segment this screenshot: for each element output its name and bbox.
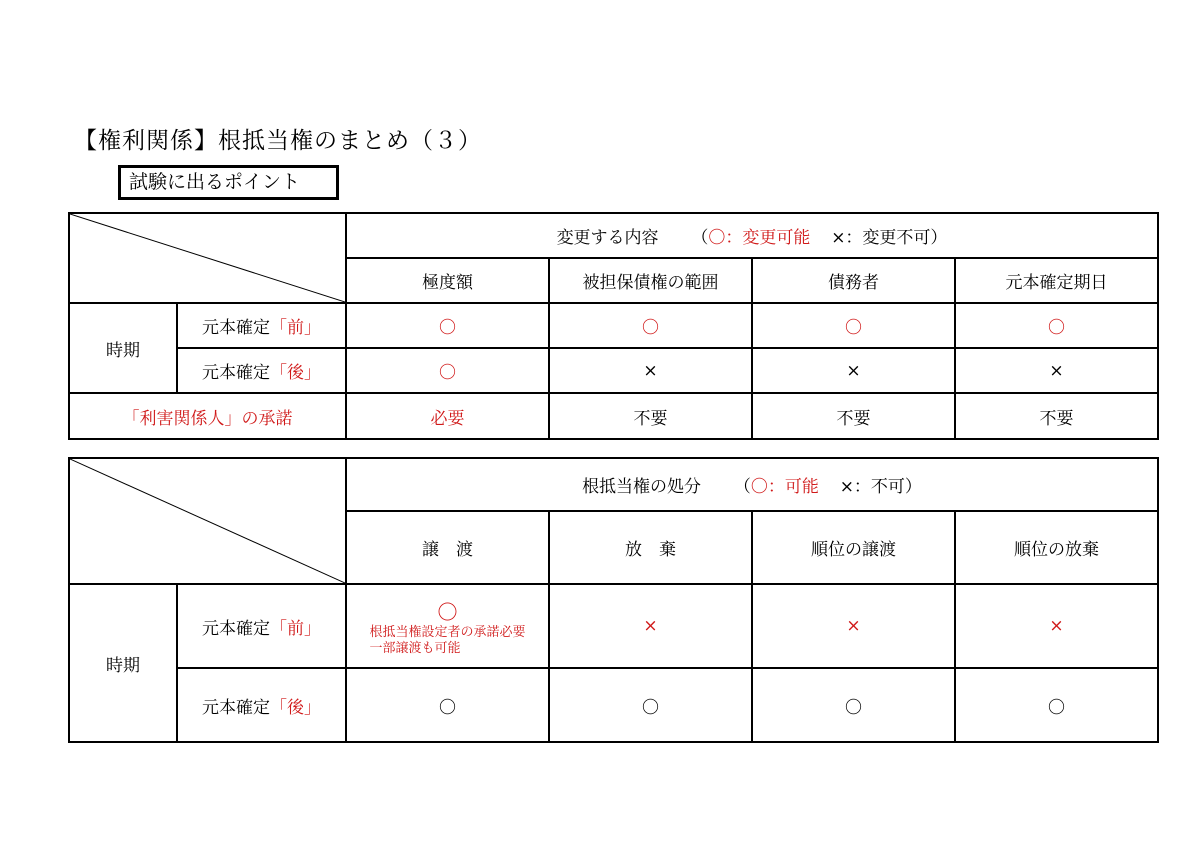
table-cell: 〇 <box>549 303 752 348</box>
column-header: 元本確定期日 <box>955 258 1158 303</box>
diagonal-corner-cell <box>69 213 346 303</box>
table-cell: 不要 <box>955 393 1158 439</box>
column-header: 順位の放棄 <box>955 511 1158 584</box>
row-label-after: 元本確定「後」 <box>177 668 346 742</box>
cell-note-line: 一部譲渡も可能 <box>369 640 461 656</box>
change-table <box>68 212 1159 440</box>
column-header: 順位の譲渡 <box>752 511 955 584</box>
table-cell: × <box>752 348 955 393</box>
table-cell: × <box>752 584 955 668</box>
diagonal-line <box>70 459 345 583</box>
row-group-label: 時期 <box>69 584 177 742</box>
cell-mark: 〇 <box>437 599 458 624</box>
table-cell: × <box>549 348 752 393</box>
row-label-before: 元本確定「前」 <box>177 584 346 668</box>
page-title: 【権利関係】根抵当権のまとめ（３） <box>74 128 482 154</box>
row-label-after: 元本確定「後」 <box>177 348 346 393</box>
column-header: 放 棄 <box>549 511 752 584</box>
legend-impossible: ×：変更不可） <box>831 228 948 248</box>
table-cell: 〇 <box>549 668 752 742</box>
table-cell: 〇 <box>346 303 549 348</box>
table-cell: 〇 <box>955 668 1158 742</box>
legend-open: （ <box>733 477 751 497</box>
cell-note-line: 根抵当権設定者の承諾必要 <box>369 624 526 640</box>
legend-possible: 〇：可能 <box>750 477 819 497</box>
column-header: 債務者 <box>752 258 955 303</box>
legend-open: （ <box>691 228 709 248</box>
consent-row-label: 「利害関係人」の承諾 <box>69 393 346 439</box>
row-group-label: 時期 <box>69 303 177 393</box>
table-cell: × <box>955 584 1158 668</box>
legend-possible: 〇：変更可能 <box>708 228 811 248</box>
section-label-box: 試験に出るポイント <box>118 165 339 200</box>
table-cell: × <box>955 348 1158 393</box>
column-header: 被担保債権の範囲 <box>549 258 752 303</box>
row-label-before: 元本確定「前」 <box>177 303 346 348</box>
table-cell: 不要 <box>752 393 955 439</box>
table-cell: 必要 <box>346 393 549 439</box>
table-cell-with-note <box>346 584 549 668</box>
column-header: 極度額 <box>346 258 549 303</box>
legend-impossible: ×：不可） <box>839 477 922 497</box>
change-header-main: 変更する内容 <box>556 228 659 248</box>
table-cell: 〇 <box>346 348 549 393</box>
table-cell: 〇 <box>752 668 955 742</box>
disposition-header <box>346 458 1158 511</box>
disposition-header-main: 根抵当権の処分 <box>582 477 702 497</box>
change-header <box>346 213 1158 258</box>
column-header: 譲 渡 <box>346 511 549 584</box>
diagonal-line <box>70 214 345 302</box>
table-cell: 〇 <box>955 303 1158 348</box>
table-cell: 不要 <box>549 393 752 439</box>
table-cell: × <box>549 584 752 668</box>
table-cell: 〇 <box>752 303 955 348</box>
disposition-table <box>68 457 1159 743</box>
diagonal-corner-cell <box>69 458 346 584</box>
table-cell: 〇 <box>346 668 549 742</box>
